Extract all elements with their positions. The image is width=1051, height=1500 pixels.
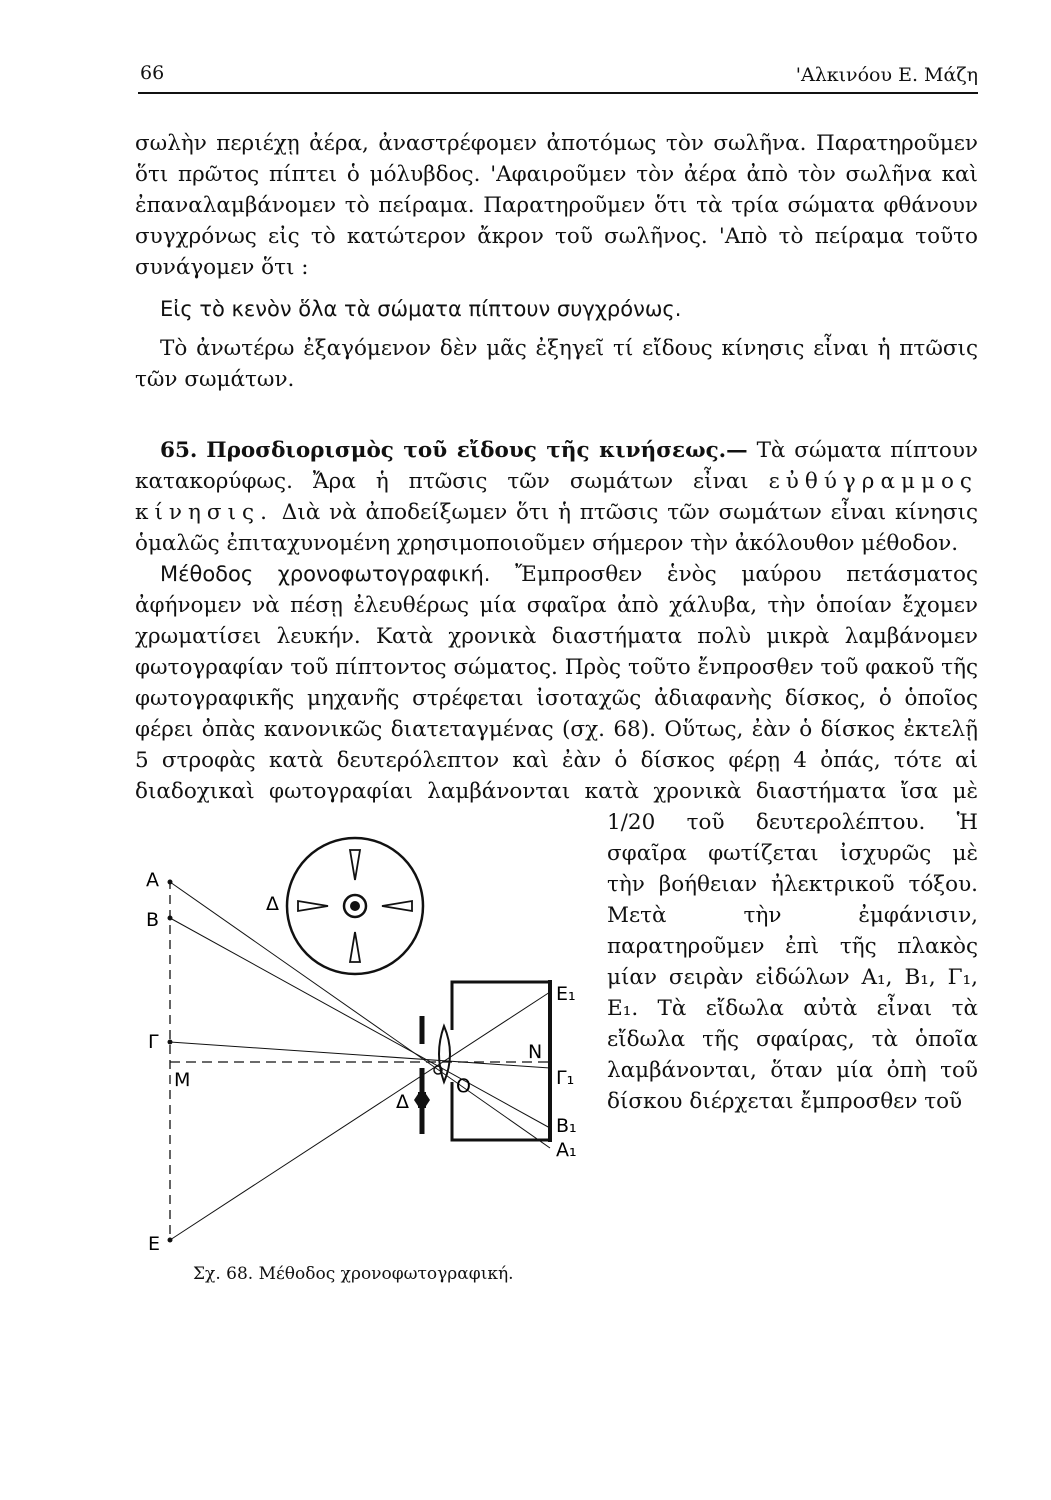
section-text-b: Διὰ νὰ ἀποδείξωμεν ὅτι ἡ πτῶσις τῶν σωμάτων εἶναι κίνησις ὁμαλῶς ἐπιταχυνομένη χρησιμοποιοῦμεν σήμερον τὴν ἀκόλουθον μέθοδον. xyxy=(135,500,978,556)
disk-hole-left xyxy=(298,901,328,911)
paragraph-2: Τὸ ἀνωτέρω ἐξαγόμενον δὲν μᾶς ἐξηγεῖ τί εἴδους κίνησις εἶναι ἡ πτῶσις τῶν σωμάτων. xyxy=(135,336,978,392)
ray-e xyxy=(170,992,550,1240)
section-text-a: Τὰ σώματα πίπτουν κατακορύφως. Ἄρα ἡ πτῶσις τῶν σωμάτων εἶναι xyxy=(135,438,978,494)
running-author: 'Αλκινόου Ε. Μάζη xyxy=(795,64,978,86)
figure-68 xyxy=(138,830,600,1294)
falling-sphere-mark xyxy=(414,1088,430,1112)
label-b: Β xyxy=(146,909,160,931)
label-e1: Ε₁ xyxy=(556,983,576,1005)
disk-center-dot xyxy=(350,901,360,911)
label-n: Ν xyxy=(528,1041,543,1063)
method-title: Μέθοδος χρονοφωτογραφική. xyxy=(160,562,491,586)
ray-g xyxy=(170,1042,550,1068)
spaced-term: εὐθύγραμμος κίνησις. xyxy=(135,469,978,525)
label-b1: Β₁ xyxy=(556,1115,577,1137)
section-number: 65. xyxy=(160,438,198,463)
label-a1: Α₁ xyxy=(556,1139,577,1161)
disk-hole-right xyxy=(382,901,412,911)
label-e: Ε xyxy=(148,1233,161,1255)
label-o: Ο xyxy=(456,1075,471,1097)
chronophotography-diagram xyxy=(138,830,600,1260)
ray-b xyxy=(170,918,550,1128)
ray-a xyxy=(170,882,550,1148)
section-title: Προσδιορισμὸς τοῦ εἴδους τῆς κινήσεως.— xyxy=(206,438,748,463)
figure-caption: Σχ. 68. Μέθοδος χρονοφωτογραφική. xyxy=(193,1264,514,1284)
section-65 xyxy=(135,435,978,559)
label-g1: Γ₁ xyxy=(556,1067,575,1089)
label-g: Γ xyxy=(148,1031,159,1053)
label-m: Μ xyxy=(174,1069,191,1091)
law-statement: Εἰς τὸ κενὸν ὅλα τὰ σώματα πίπτουν συγχρόνως. xyxy=(160,297,682,321)
label-small-d: Δ xyxy=(396,1091,409,1113)
page-number: 66 xyxy=(140,62,165,84)
method-lead: Ἔμπροσθεν ἑνὸς μαύρου πετάσματος ἀφήνομεν νὰ πέσῃ ἐλευθέρως μία σφαῖρα ἀπὸ χάλυβα, τὴν ὁποίαν ἔχομεν χρωματίσει λευκήν. Κατὰ χρονικὰ διαστήματα πολὺ μικρὰ λαμβάνομεν φωτογραφίαν τοῦ πίπτοντος σώματος. Πρὸς τοῦτο ἔνπροσθεν τοῦ φακοῦ τῆς φωτογραφικῆς μηχανῆς στρέφεται ἰσοταχῶς ἀδιαφανὴς δίσκος, ὁ ὁποῖος φέρει ὀπὰς κανονικῶς διατεταγμένας (σχ. 68). Οὕτως, ἐὰν ὁ δίσκος ἐκτελῇ 5 στροφὰς κατὰ δευτερόλεπτον καὶ ἐὰν ὁ δίσκος φέρῃ 4 ὀπάς, τότε αἱ διαδοχικαὶ φωτογραφίαι λαμβάνονται κατὰ χρονικὰ διαστήματα ἴσα μὲ 1/20 τοῦ δευτερολέπτου. Ἡ σφαῖρα φωτίζεται ἰσχυρῶς μὲ τὴν βοήθειαν ἠλεκτρικοῦ τόξου. Μετὰ τὴν ἐμφάνισιν, παρατηροῦμεν ἐπὶ τῆς πλακὸς μίαν σειρὰν εἰδώλων Α₁, Β₁, Γ₁, Ε₁. Τὰ εἴδωλα αὐτὰ εἶναι τὰ εἴδωλα τῆς σφαίρας, τὰ ὁποῖα λαμβάνονται, ὅταν μία ὀπὴ τοῦ δίσκου διέρχεται ἔμπροσθεν τοῦ xyxy=(135,562,978,1114)
label-disk-d: Δ xyxy=(266,893,279,915)
page-header xyxy=(138,52,978,94)
disk-hole-bottom xyxy=(350,932,360,962)
label-a: Α xyxy=(146,869,159,891)
paragraph-1: σωλὴν περιέχῃ ἀέρα, ἀναστρέφομεν ἀποτόμως τὸν σωλῆνα. Παρατηροῦμεν ὅτι πρῶτος πίπτει ὁ μόλυβδος. 'Αφαιροῦμεν τὸν ἀέρα ἀπὸ τὸν σωλῆνα καὶ ἐπαναλαμβάνομεν τὸ πείραμα. Παρατηροῦμεν ὅτι τὰ τρία σώματα φθάνουν συγχρόνως εἰς τὸ κατώτερον ἄκρον τοῦ σωλῆνος. 'Απὸ τὸ πείραμα τοῦτο συνάγομεν ὅτι : xyxy=(135,131,978,280)
disk-hole-top xyxy=(350,850,360,880)
